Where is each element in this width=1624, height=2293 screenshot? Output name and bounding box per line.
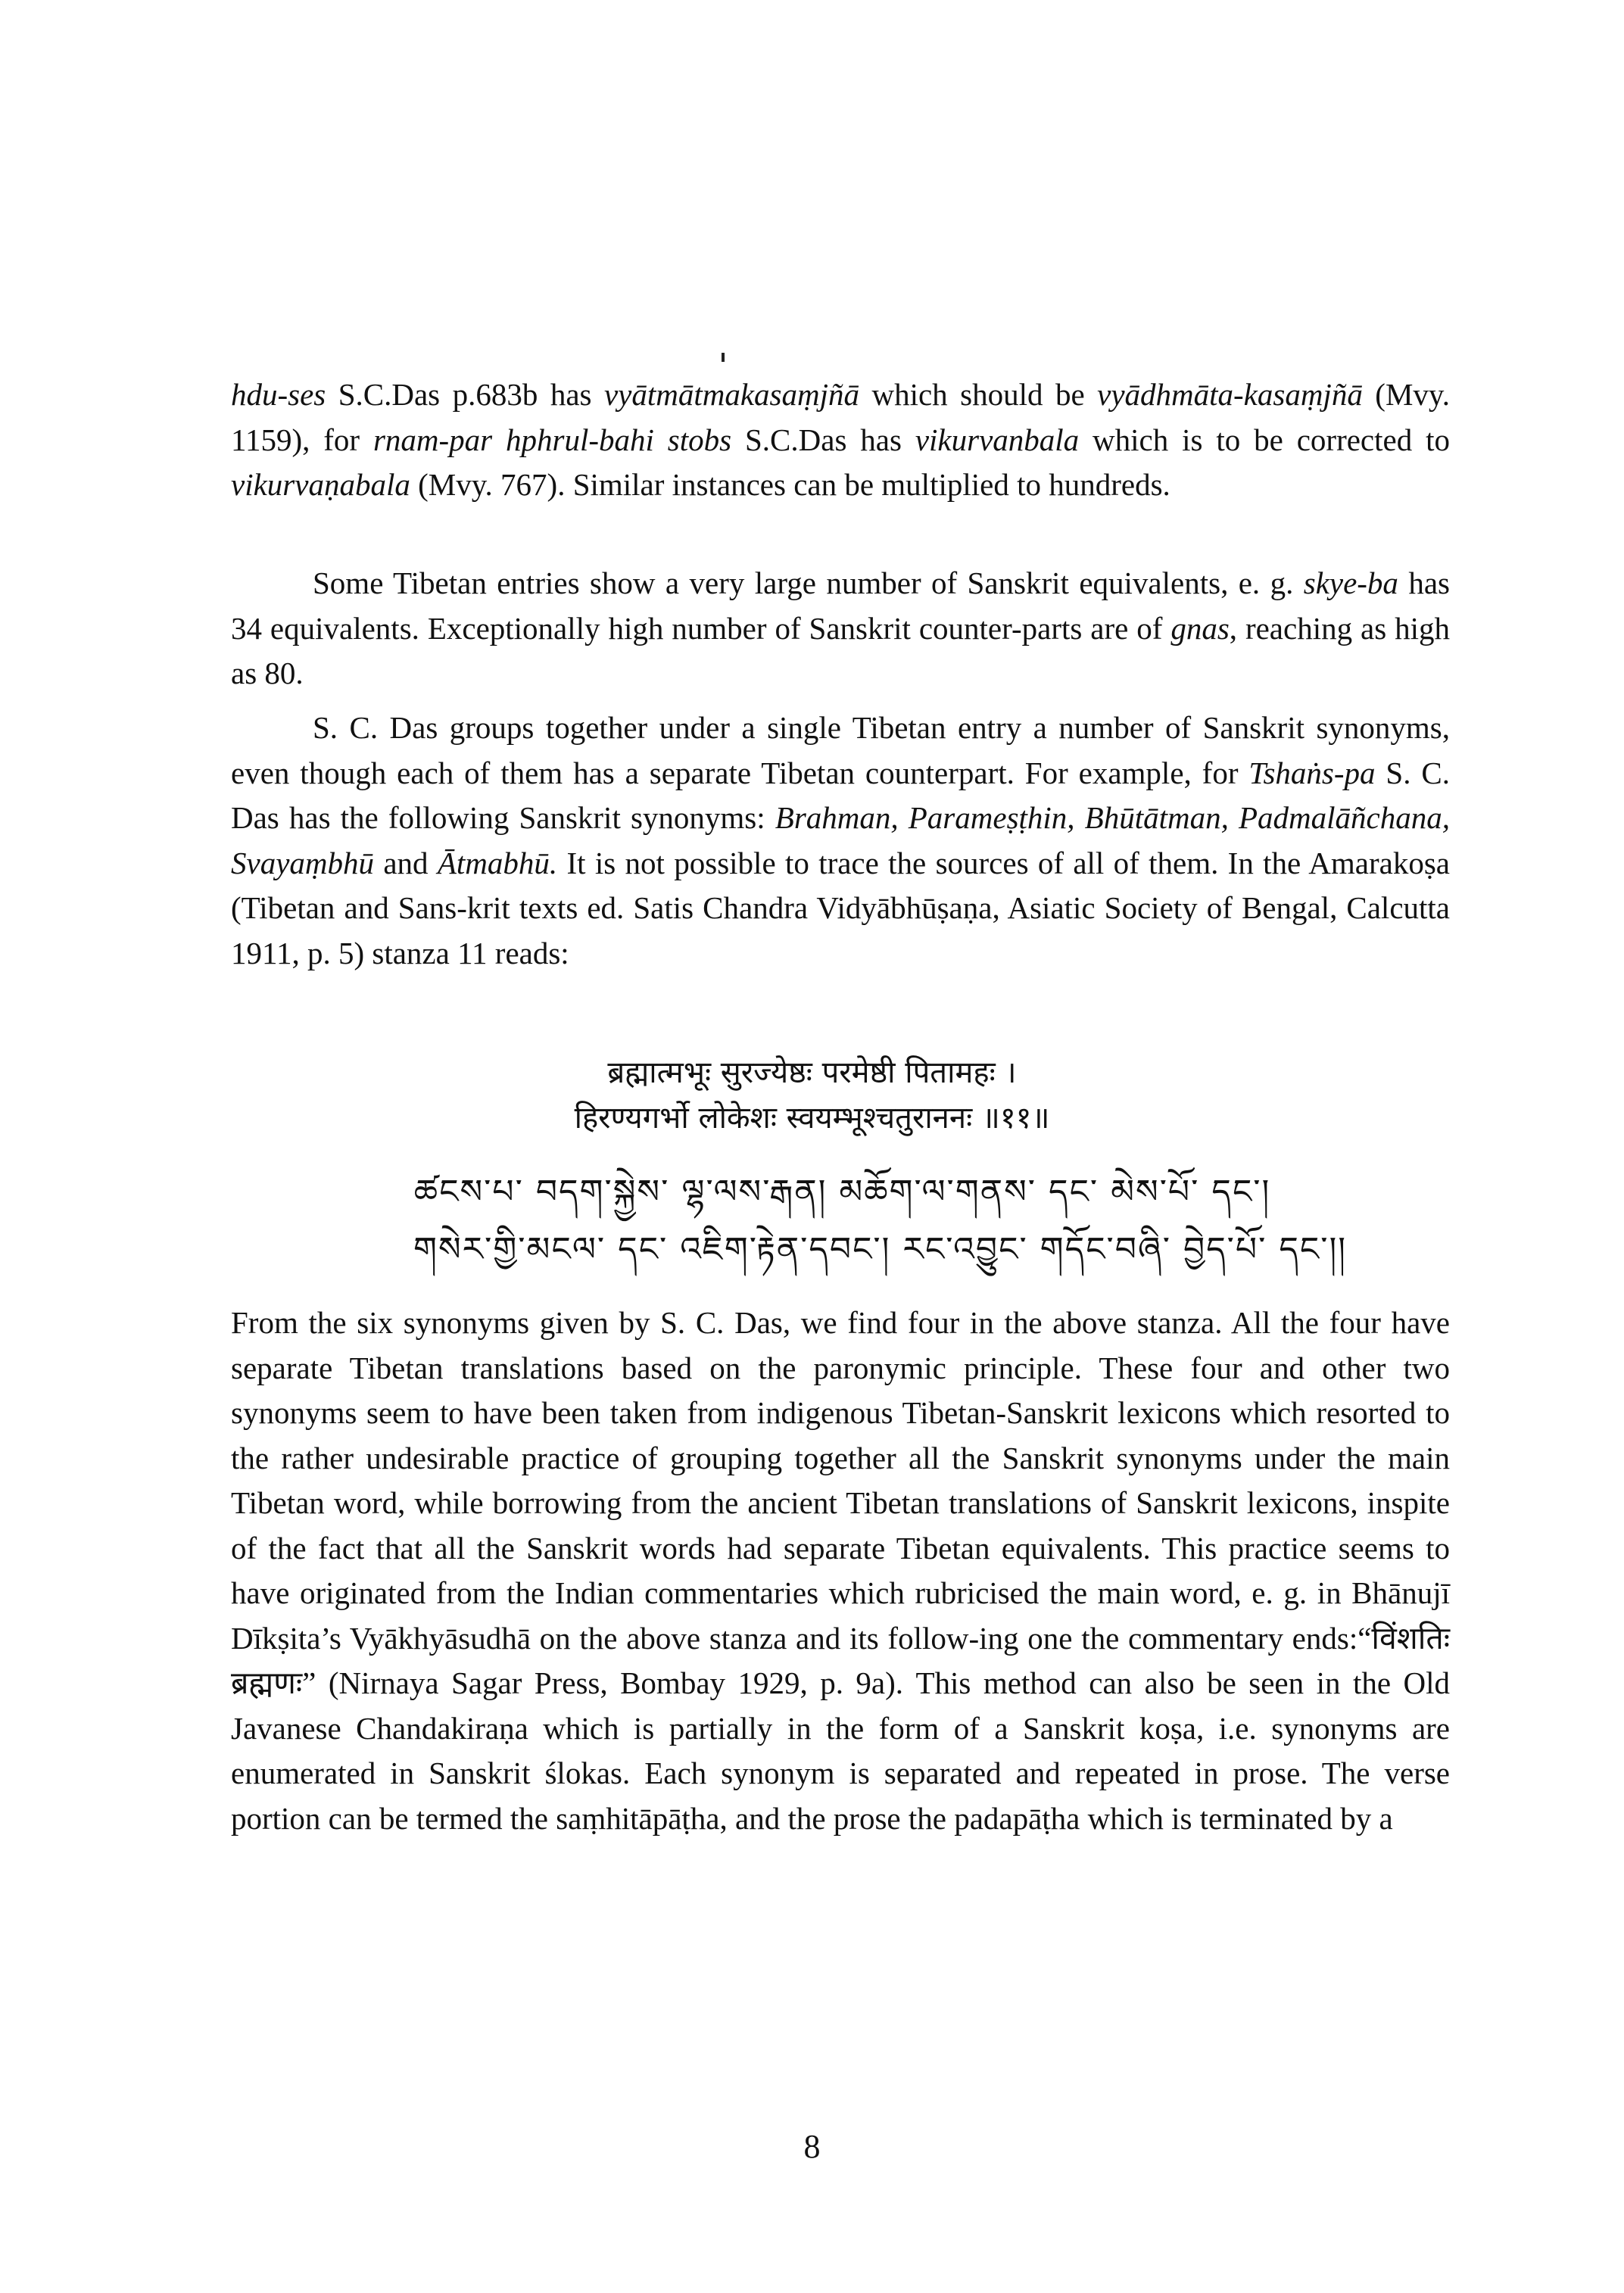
paragraph-1 — [231, 372, 1450, 508]
italic-term: rnam-par hphrul-bahi stobs — [372, 422, 732, 457]
text-run: S.C.Das has — [731, 422, 915, 457]
text-run: From the six synonyms given by S. C. Das, we find four in the above stanza. All the four have separate Tibetan translations based on the paronymic principle. These four and other two synonyms seem to have been taken from indigenous Tibetan-Sanskrit lexicons which resorted to the rather undesirable practice of grouping together all the Sanskrit synonyms under the main Tibetan word, while borrowing from the ancient Tibetan translations of Sanskrit lexicons, inspite of the fact that all the Sanskrit words had separate Tibetan equivalents. This practice seems to have originated from the Indian commentaries which rubricised the main word, e. g. in Bhānujī Dīkṣita’s Vyākhyāsudhā on the above stanza and its follow-ing one the commentary ends:“विंशतिः ब्रह्मणः” (Nirnaya Sagar Press, Bombay 1929, p. 9a). This method can also be seen in the Old Javanese Chandakiraṇa which is partially in the form of a Sanskrit koṣa, i.e. synonyms are enumerated in Sanskrit ślokas. Each synonym is separated and repeated in prose. The verse portion can be termed the saṃhitāpāṭha, and the prose the padapāṭha which is terminated by a — [231, 1305, 1450, 1836]
stanza-tibetan-line-1: ཚངས་པ་ བདག་སྐྱེས་ ལྷ་ལས་རྒན། མཆོག་ལ་གནས་ དང་ མེས་པོ་ དང་། — [413, 1173, 1271, 1211]
stanza-devanagari-line-2: हिरण्यगर्भो लोकेशः स्वयम्भूश्चतुराननः ॥११॥ — [574, 1101, 1050, 1136]
italic-term: Ātmabhū. — [437, 845, 558, 880]
italic-term: hdu-ses — [231, 377, 326, 412]
italic-term: vikurvaṇabala — [231, 467, 410, 502]
text-run: (Mvy. 1159), for — [231, 377, 1450, 457]
paragraph-text — [231, 706, 1450, 976]
italic-term: Tshaṅs-pa — [1248, 755, 1376, 790]
text-run: S. C. Das groups together under a single Tibetan entry a number of Sanskrit synonyms, even though each of them has a separate Tibetan counterpart. For example, for — [231, 710, 1450, 790]
paragraph-2 — [231, 561, 1450, 696]
paragraph-4 — [231, 1301, 1450, 1841]
text-run: , reaching as high as 80. — [231, 610, 1450, 690]
text-run: (Mvy. 767). Similar instances can be multiplied to hundreds. — [410, 467, 1170, 502]
paragraph-text — [231, 1301, 1450, 1841]
text-run: It is not possible to trace the sources of all of them. In the Amarakoṣa (Tibetan and Sans-krit texts ed. Satis Chandra Vidyābhūṣaṇa, Asiatic Society of Bengal, Calcutta 1911, p. 5) stanza 11 reads: — [231, 845, 1451, 970]
paragraph-text — [231, 561, 1450, 696]
text-run: Some Tibetan entries show a very large number of Sanskrit equivalents, e. g. — [313, 565, 1304, 600]
stanza-devanagari-line-1: ब्रह्मात्मभूः सुरज्येष्ठः परमेष्ठी पितामहः । — [607, 1055, 1017, 1090]
paragraph-text — [231, 372, 1450, 508]
stanza-tibetan-line-2: གསེར་གྱི་མངལ་ དང་ འཇིག་རྟེན་དབང་། རང་འབྱུང་ གདོང་བཞི་ བྱེད་པོ་ དང་།། — [413, 1230, 1347, 1269]
italic-term: vikurvanbala — [915, 422, 1080, 457]
page-number: 8 — [803, 2128, 821, 2165]
italic-term: Brahman, Parameṣṭhin, Bhūtātman, Padmalāñchana, Svayaṃbhū — [231, 800, 1450, 880]
text-run: S.C.Das p.683b has — [326, 377, 604, 412]
text-run: and — [374, 845, 438, 880]
text-run: which should be — [859, 377, 1098, 412]
italic-term: skye-ba — [1303, 565, 1398, 600]
stray-mark — [722, 353, 725, 362]
italic-term: gnas — [1170, 610, 1230, 646]
italic-term: vyātmātmakasaṃjñā — [603, 377, 860, 412]
paragraph-3 — [231, 706, 1450, 976]
text-run: S. C. Das has the following Sanskrit synonyms: — [231, 755, 1450, 835]
text-run: has 34 equivalents. Exceptionally high number of Sanskrit counter-parts are of — [231, 565, 1450, 646]
text-run: which is to be corrected to — [1079, 422, 1450, 457]
italic-term: vyādhmāta-kasaṃjñā — [1097, 377, 1363, 412]
